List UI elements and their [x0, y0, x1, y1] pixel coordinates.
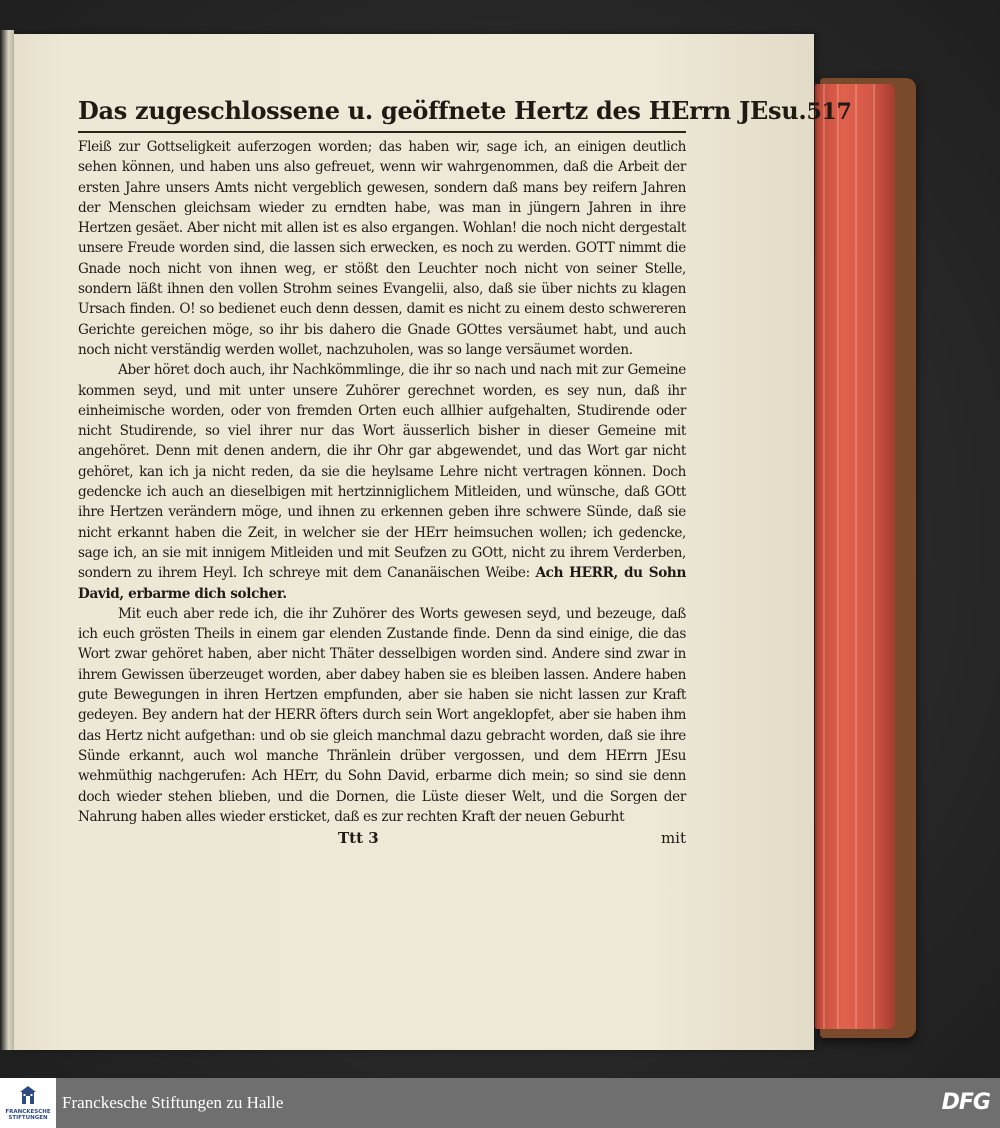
page-footer-line [78, 829, 686, 847]
book-fore-edge [815, 84, 895, 1029]
paragraph-2-text: Aber höret doch auch, ihr Nachkömmlinge, die ihr so nach und nach mit zur Gemeine kommen seyd, und mit unter unsere Zuhörer gerechnet worden, es sey nun, daß ihr einheimische worden, oder von fremden Orten euch allhier aufgehalten, Studirende oder nicht Studirende, so viel ihrer nur das Wort äusserlich bisher in dieser Gemeine mit angehöret. Denn mit denen andern, die ihr Ohr gar abgewendet, und das Wort gar nicht gehöret, kan ich ja nicht reden, da sie die heylsame Lehre nicht vertragen können. Doch gedencke ich auch an dieselbigen mit hertzinniglichem Mitleiden, und wünsche, daß GOtt ihre Hertzen verändern möge, und ihnen zu erkennen geben ihre schwere Sünde, daß sie nicht erkannt haben die Zeit, in welcher sie der HErr heimsuchen wollen; ich gedencke, sage ich, an sie mit innigem Mitleiden und mit Seufzen zu GOtt, nicht zu ihrem Verderben, sondern zu ihrem Heyl. Ich schreye mit dem Cananäischen Weibe: [78, 362, 686, 582]
dfg-logo[interactable]: DFG [941, 1090, 990, 1115]
body-text [78, 137, 686, 827]
paragraph-1: Fleiß zur Gottseligkeit auferzogen worden; das haben wir, sage ich, an einigen deutlich sehen können, und haben uns also gefreuet, wenn wir wahrgenommen, daß die Arbeit der ersten Jahre unsers Amts nicht vergeblich gewesen, sondern daß mans bey reifern Jahren der Menschen gleichsam wieder zu erndten habe, was man in jüngern Jahren in ihre Hertzen gesäet. Aber nicht mit allen ist es also ergangen. Wohlan! die noch nicht dergestalt unsere Freude worden sind, die lassen sich erwecken, es noch zu werden. GOTT nimmt die Gnade noch nicht von ihnen weg, er stößt den Leuchter noch nicht von seiner Stelle, sondern läßt ihnen den vollen Strohm seines Evangelii, also, daß sie über nichts zu klagen Ursach finden. O! so bedienet euch denn dessen, damit es nicht zu einem desto schwereren Gerichte gereichen möge, so ihr bis dahero die Gnade GOttes versäumet habt, und auch noch nicht verständig werden wollet, nachzuholen, was so lange versäumet worden. [78, 139, 686, 358]
institution-footer-bar [0, 1078, 1000, 1128]
page-content [78, 96, 852, 848]
paragraph-2-emphasis: Ach HERR, du Sohn David, erbarme dich solcher. [78, 565, 686, 602]
paragraph-2 [78, 360, 686, 604]
paragraph-3: Mit euch aber rede ich, die ihr Zuhörer des Worts gewesen seyd, und bezeuge, daß ich euch grösten Theils in einem gar elenden Zustande finde. Denn da sind einige, die das Wort zwar gehöret haben, aber nicht Thäter desselbigen worden sind. Andere sind zwar in ihrem Gewissen überzeuget worden, aber dabey haben sie es bleiben lassen. Andere haben gute Bewegungen in ihren Hertzen empfunden, aber sie haben sie nicht lassen zur Kraft gedeyen. Bey andern hat der HERR öfters durch sein Wort angeklopfet, aber sie haben ihm das Hertz nicht aufgethan: und ob sie gleich manchmal dazu gebracht worden, daß sie ihre Sünde erkannt, auch wol manche Thränlein drüber vergossen, und dem HErrn JEsu wehmüthig nachgerufen: Ach HErr, du Sohn David, erbarme dich mein; so sind sie denn doch wieder stehen blieben, und die Dornen, die Lüste dieser Welt, und die Sorgen der Nahrung haben alles wieder ersticket, daß es zur rechten Kraft der neuen Geburht [78, 605, 686, 825]
book-page [14, 34, 852, 1050]
logo-wordmark: FRANCKESCHE STIFTUNGEN [5, 1109, 51, 1121]
page-number: 517 [806, 99, 852, 125]
signature-mark: Ttt 3 [338, 829, 379, 848]
header-title: Das zugeschlossene u. geöffnete Hertz des HErrn JEsu. [78, 96, 807, 125]
institution-logo[interactable] [0, 1078, 56, 1128]
orphanage-emblem-icon [18, 1085, 38, 1107]
institution-name[interactable]: Franckesche Stiftungen zu Halle [62, 1093, 284, 1112]
catchword: mit [660, 829, 686, 848]
running-header [78, 96, 852, 133]
left-page-edge [0, 30, 14, 1050]
